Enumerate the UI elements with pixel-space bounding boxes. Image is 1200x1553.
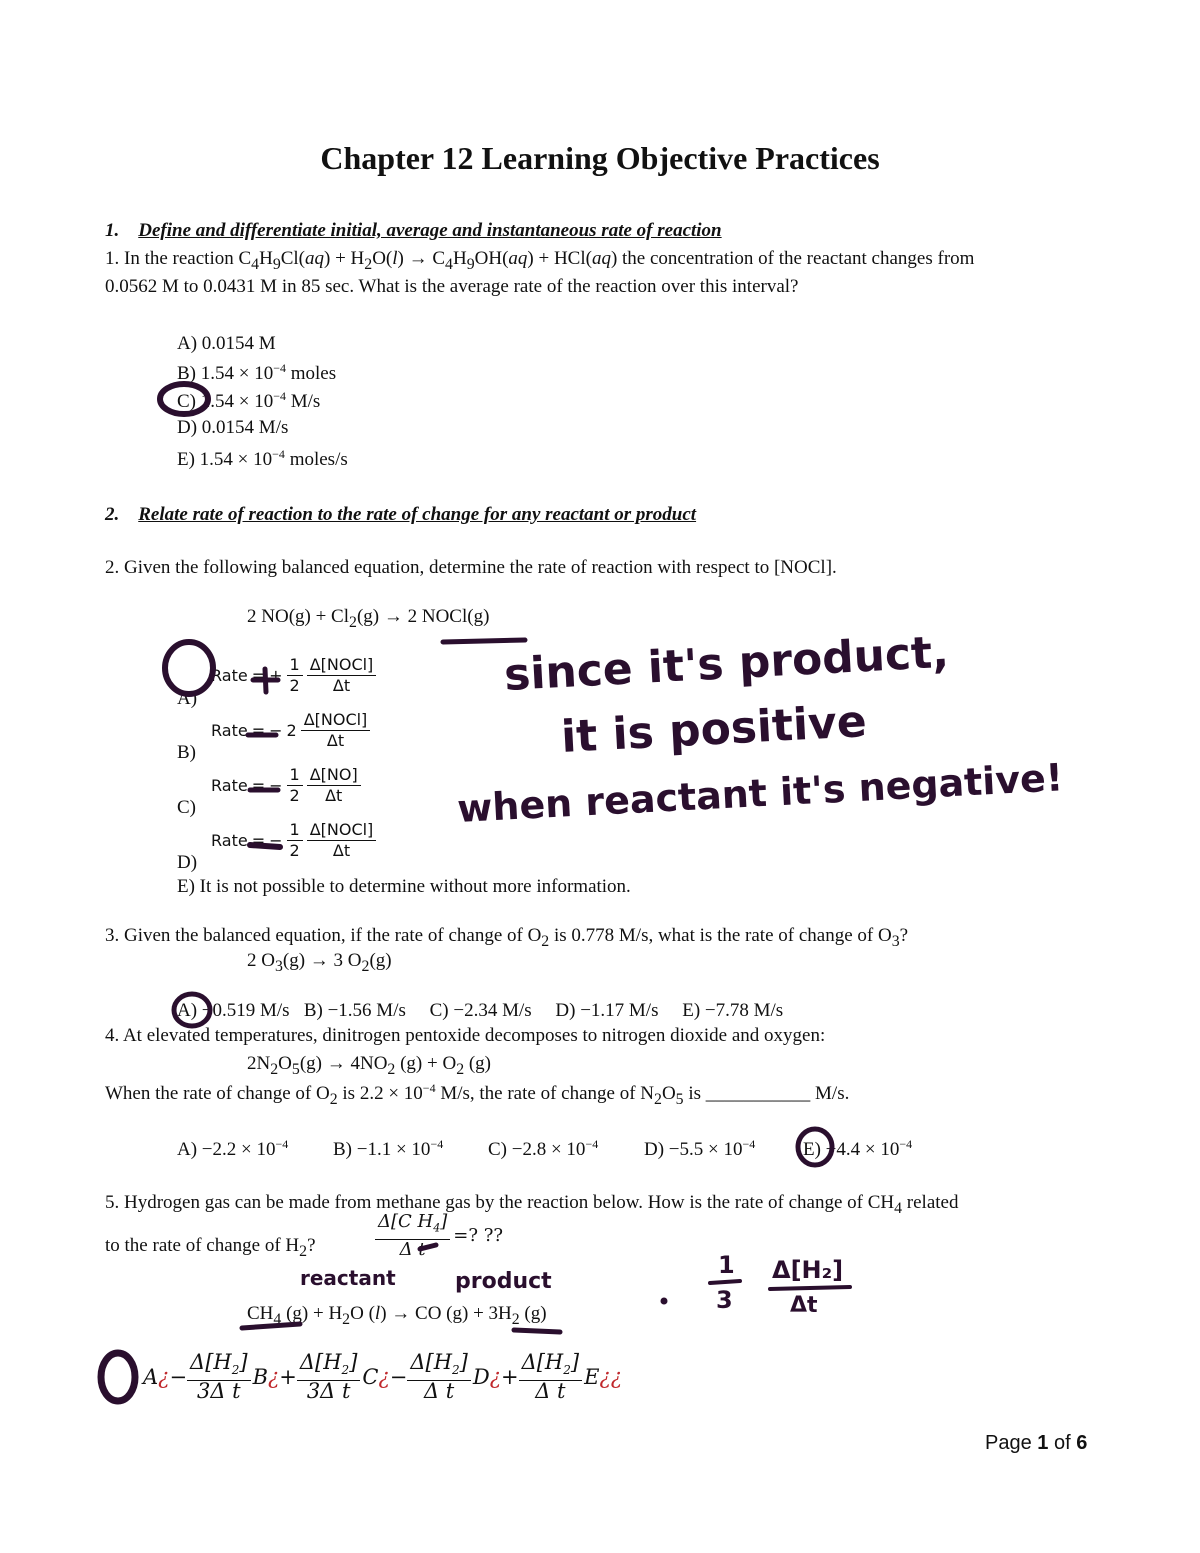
section-2-heading (105, 504, 696, 526)
note-line-1: since it's product, (502, 626, 950, 701)
q2-choice-a-letter: A) (177, 688, 198, 709)
section-2-label: Relate rate of reaction to the rate of change for any reactant or product (138, 504, 697, 525)
side-num: 1 (718, 1251, 735, 1279)
q2-choice-b[interactable]: Rate = − 2 $\frac{\text{Δ[NOCl]}}{\Delta t}$ (211, 710, 370, 751)
question-3-text: 3. Given the balanced equation, if the rate of change of $O_2$ is 0.778 M/s, what is the rate of change of $O_3$? (105, 925, 909, 950)
q4-question-line: When the rate of change of $O_2$ is $2.2 \times 10^{-4}$ M/s, the rate of change of $N_2O_5$ is ___________ M/s. (105, 1081, 850, 1108)
q5-fraction: $\frac{\Delta[C H_4]}{\text{Δ t}}$ =? ?? (375, 1212, 503, 1260)
q2-choice-e[interactable]: E) It is not possible to determine without more information. (177, 876, 631, 897)
dot-mark (661, 1298, 668, 1305)
page-number: Page 1 of 6 (985, 1432, 1088, 1454)
section-1-number: 1. (105, 220, 120, 241)
side-fraction-bar-2 (770, 1287, 850, 1289)
q2-choice-d[interactable]: Rate = − $\frac{1}{2}$ $\frac{\text{Δ[NOCl]}}{\Delta t}$ (211, 820, 376, 861)
section-2-number: 2. (105, 504, 120, 525)
circle-q5-answer-a (101, 1353, 135, 1401)
page-title: Chapter 12 Learning Objective Practices (320, 140, 880, 176)
note-reactant: reactant (300, 1266, 396, 1290)
question-1-text: 1. In the reaction $C_4H_9Cl(aq) + H_2O(l) \to C_4H_9OH(aq) + HCl(aq)$ the concentration of the reactant changes from (105, 248, 975, 273)
q2-choice-a[interactable]: Rate = + $\frac{1}{2}$ $\frac{\text{Δ[NOCl]}}{\Delta t}$ (211, 655, 376, 696)
q4-choice-e[interactable]: $E) -4.4 \times 10^{-4}$ (803, 1137, 913, 1160)
question-5-text: 5. Hydrogen gas can be made from methane gas by the reaction below. How is the rate of change of $CH_4$ related (105, 1192, 959, 1217)
question-2-text: 2. Given the following balanced equation, determine the rate of reaction with respect to [NOCl]. (105, 557, 837, 578)
q3-equation: 2 $O_3(g) \to 3$ $O_2(g)$ (247, 950, 392, 975)
side-frac-num: Δ[H₂] (772, 1256, 844, 1284)
section-1-label: Define and differentiate initial, average and instantaneous rate of reaction (138, 220, 722, 241)
question-5-text-line2: to the rate of change of $H_2$? (105, 1235, 316, 1260)
q4-choice-d[interactable]: $D) -5.5 \times 10^{-4}$ (644, 1137, 756, 1160)
q5-choice-a[interactable]: A ¿ − $\frac{\Delta[H_2]}{\text{3Δ t}}$ (143, 1352, 251, 1401)
question-1-text-line2: 0.0562 M to 0.0431 M in 85 sec. What is the average rate of the reaction over this interval? (105, 276, 799, 297)
side-fraction-bar-1 (710, 1281, 740, 1283)
section-1-heading (105, 220, 722, 242)
underline-h2 (514, 1330, 560, 1332)
q1-choice-c[interactable]: C) $1.54 \times 10^{-4}$ M/s (177, 389, 321, 412)
q4-choice-c[interactable]: $C) -2.8 \times 10^{-4}$ (488, 1137, 599, 1160)
q2-choice-d-letter: D) (177, 852, 198, 873)
circle-q2-answer-a (165, 642, 213, 694)
q4-choice-a[interactable]: $A) -2.2 \times 10^{-4}$ (177, 1137, 289, 1160)
q2-choice-b-letter: B) (177, 742, 196, 763)
note-line-2: it is positive (559, 696, 868, 763)
q5-choice-d[interactable]: D ¿ + $\frac{\Delta[H_2]}{\text{Δ t}}$ (473, 1352, 582, 1401)
q5-choice-b[interactable]: B ¿ + $\frac{\Delta[H_2]}{\text{3Δ t}}$ (253, 1352, 361, 1401)
q5-choices[interactable] (143, 1350, 622, 1404)
note-line-3: when reactant it's negative! (456, 755, 1065, 831)
q1-choice-d[interactable]: D) 0.0154 M/s (177, 417, 289, 438)
q2-choice-c[interactable]: Rate = − $\frac{1}{2}$ $\frac{\Delta[NO]}{\Delta t}$ (211, 765, 361, 806)
q5-choice-c[interactable]: C ¿ − $\frac{\Delta[H_2]}{\text{Δ t}}$ (362, 1352, 470, 1401)
q1-choice-a[interactable]: A) 0.0154 M (177, 333, 276, 354)
q2-equation: 2 $NO(g) + Cl_2(g) \to 2$ NOCl(g) (247, 606, 490, 631)
q3-choices[interactable]: A) −0.519 M/s B) −1.56 M/s C) −2.34 M/s D) −1.17 M/s E) −7.78 M/s (177, 1000, 784, 1021)
q5-equation: $CH_4$ $(g) + H_2O$ (l) → CO $(g) + 3H_2$ (g) (247, 1303, 547, 1328)
question-4-text: 4. At elevated temperatures, dinitrogen pentoxide decomposes to nitrogen dioxide and oxygen: (105, 1025, 826, 1046)
note-product: product (455, 1269, 552, 1294)
q1-choice-b[interactable]: B) $1.54 \times 10^{-4}$ moles (177, 361, 337, 384)
q4-choice-b[interactable]: $B) -1.1 \times 10^{-4}$ (333, 1137, 444, 1160)
q5-choice-e[interactable]: E ¿¿ (584, 1364, 622, 1389)
side-den: 3 (716, 1286, 733, 1314)
q1-choice-e[interactable]: E) $1.54 \times 10^{-4}$ moles/s (177, 447, 348, 470)
q4-equation: $2N_2O_5(g) \to 4NO_2$ $(g) + O_2$ (g) (247, 1053, 492, 1078)
side-frac-den: Δt (790, 1293, 818, 1318)
underline-product (443, 640, 525, 642)
q2-choice-c-letter: C) (177, 797, 196, 818)
